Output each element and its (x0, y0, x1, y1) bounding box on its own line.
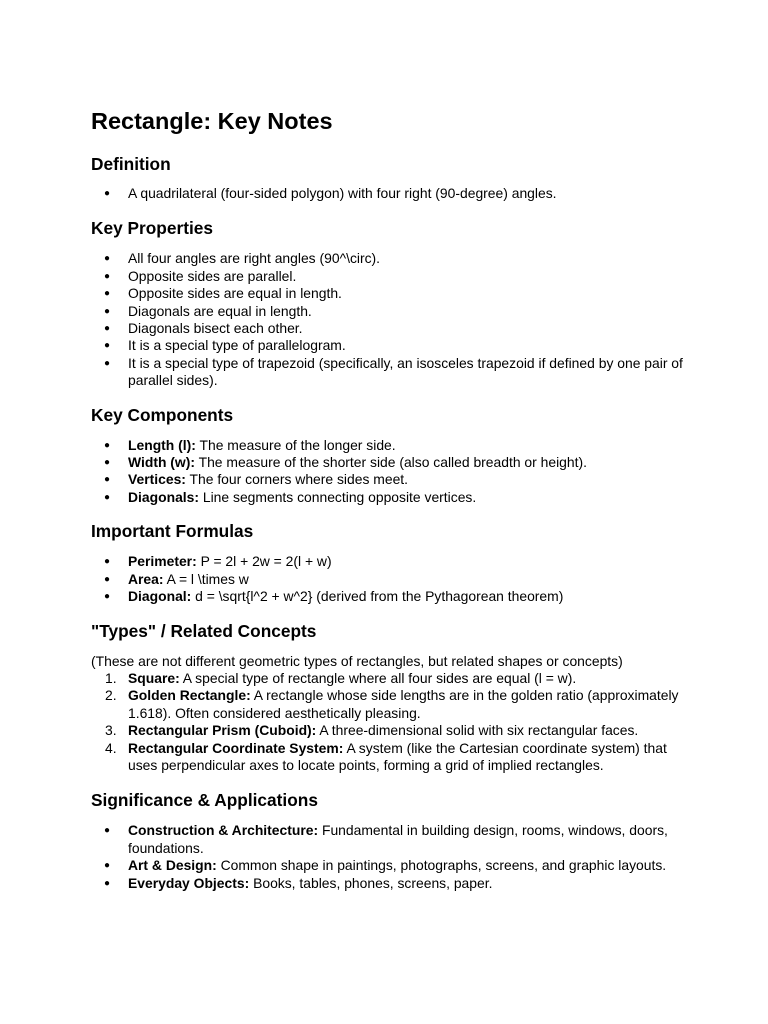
list-item (91, 857, 691, 874)
term-text: The measure of the shorter side (also called breadth or height). (194, 454, 587, 471)
list-item: ● Opposite sides are parallel. (91, 268, 691, 285)
list-item (91, 740, 691, 775)
term-text: P = 2l + 2w = 2(l + w) (196, 553, 332, 570)
list-item (91, 437, 691, 454)
list-item (91, 670, 691, 687)
list-item (91, 588, 691, 605)
list-item (91, 687, 691, 722)
types-heading: "Types" / Related Concepts (91, 620, 317, 641)
item-number: 4. (105, 739, 117, 756)
definition-list (91, 185, 691, 202)
list-item (91, 822, 691, 857)
list-item (91, 722, 691, 739)
list-item: ● Diagonals are equal in length. (91, 303, 691, 320)
formulas-list (91, 553, 691, 605)
properties-section (91, 216, 691, 389)
components-heading: Key Components (91, 404, 234, 425)
term-text: A three-dimensional solid with six rectangular faces. (316, 722, 639, 739)
formulas-heading: Important Formulas (91, 521, 254, 542)
term-label: Perimeter: (128, 553, 197, 570)
properties-list (91, 250, 691, 389)
term-label: Area: (128, 570, 164, 587)
item-number: 1. (105, 669, 117, 686)
applications-section (91, 788, 691, 892)
formulas-section (91, 519, 691, 605)
term-text: A rectangle whose side lengths are in the golden ratio (approximately 1.618). Often considered aesthetically pleasing. (128, 687, 679, 721)
applications-list (91, 822, 691, 892)
term-label: Rectangular Coordinate System: (128, 739, 344, 756)
term-label: Length (l): (128, 436, 196, 453)
term-label: Diagonal: (128, 588, 192, 605)
term-label: Square: (128, 669, 180, 686)
term-text: Line segments connecting opposite vertices. (199, 488, 477, 505)
term-label: Width (w): (128, 454, 195, 471)
term-label: Golden Rectangle: (128, 687, 251, 704)
definition-heading: Definition (91, 154, 171, 174)
list-item: ● All four angles are right angles (90^\circ). (91, 250, 691, 267)
applications-heading: Significance & Applications (91, 790, 318, 811)
components-section (91, 403, 691, 507)
list-item (91, 553, 691, 570)
list-item: ● It is a special type of trapezoid (specifically, an isosceles trapezoid if defined by one pair of parallel sides). (91, 355, 691, 390)
page-title: Rectangle: Key Notes (91, 108, 333, 134)
list-item: ● Opposite sides are equal in length. (91, 285, 691, 302)
term-label: Construction & Architecture: (128, 822, 319, 839)
list-item (91, 489, 691, 506)
term-text: The measure of the longer side. (195, 436, 396, 453)
types-intro: (These are not different geometric types of rectangles, but related shapes or concepts) (91, 652, 623, 669)
list-item (91, 471, 691, 488)
term-label: Rectangular Prism (Cuboid): (128, 722, 317, 739)
term-text: Books, tables, phones, screens, paper. (249, 874, 493, 891)
list-item: ● Diagonals bisect each other. (91, 320, 691, 337)
term-label: Everyday Objects: (128, 874, 250, 891)
term-text: d = \sqrt{l^2 + w^2} (derived from the Pythagorean theorem) (191, 588, 564, 605)
term-text: Fundamental in building design, rooms, windows, doors, foundations. (128, 822, 668, 856)
term-text: A special type of rectangle where all four sides are equal (l = w). (179, 669, 577, 686)
list-item (91, 571, 691, 588)
properties-heading: Key Properties (91, 218, 213, 239)
types-list (91, 670, 691, 774)
types-section (91, 619, 691, 775)
term-text: A = l \times w (163, 570, 249, 587)
term-label: Diagonals: (128, 488, 200, 505)
document-page (91, 104, 691, 892)
term-label: Art & Design: (128, 857, 217, 874)
list-item: ● It is a special type of parallelogram. (91, 337, 691, 354)
definition-section (91, 152, 691, 202)
term-text: A system (like the Cartesian coordinate system) that uses perpendicular axes to locate points, forming a grid of implied rectangles. (128, 739, 667, 773)
term-text: Common shape in paintings, photographs, screens, and graphic layouts. (216, 857, 667, 874)
definition-item: ● A quadrilateral (four-sided polygon) with four right (90-degree) angles. (91, 185, 691, 202)
list-item (91, 454, 691, 471)
term-text: The four corners where sides meet. (185, 471, 409, 488)
components-list (91, 437, 691, 507)
list-item (91, 875, 691, 892)
term-label: Vertices: (128, 471, 186, 488)
item-number: 2. (105, 687, 117, 704)
item-number: 3. (105, 722, 117, 739)
